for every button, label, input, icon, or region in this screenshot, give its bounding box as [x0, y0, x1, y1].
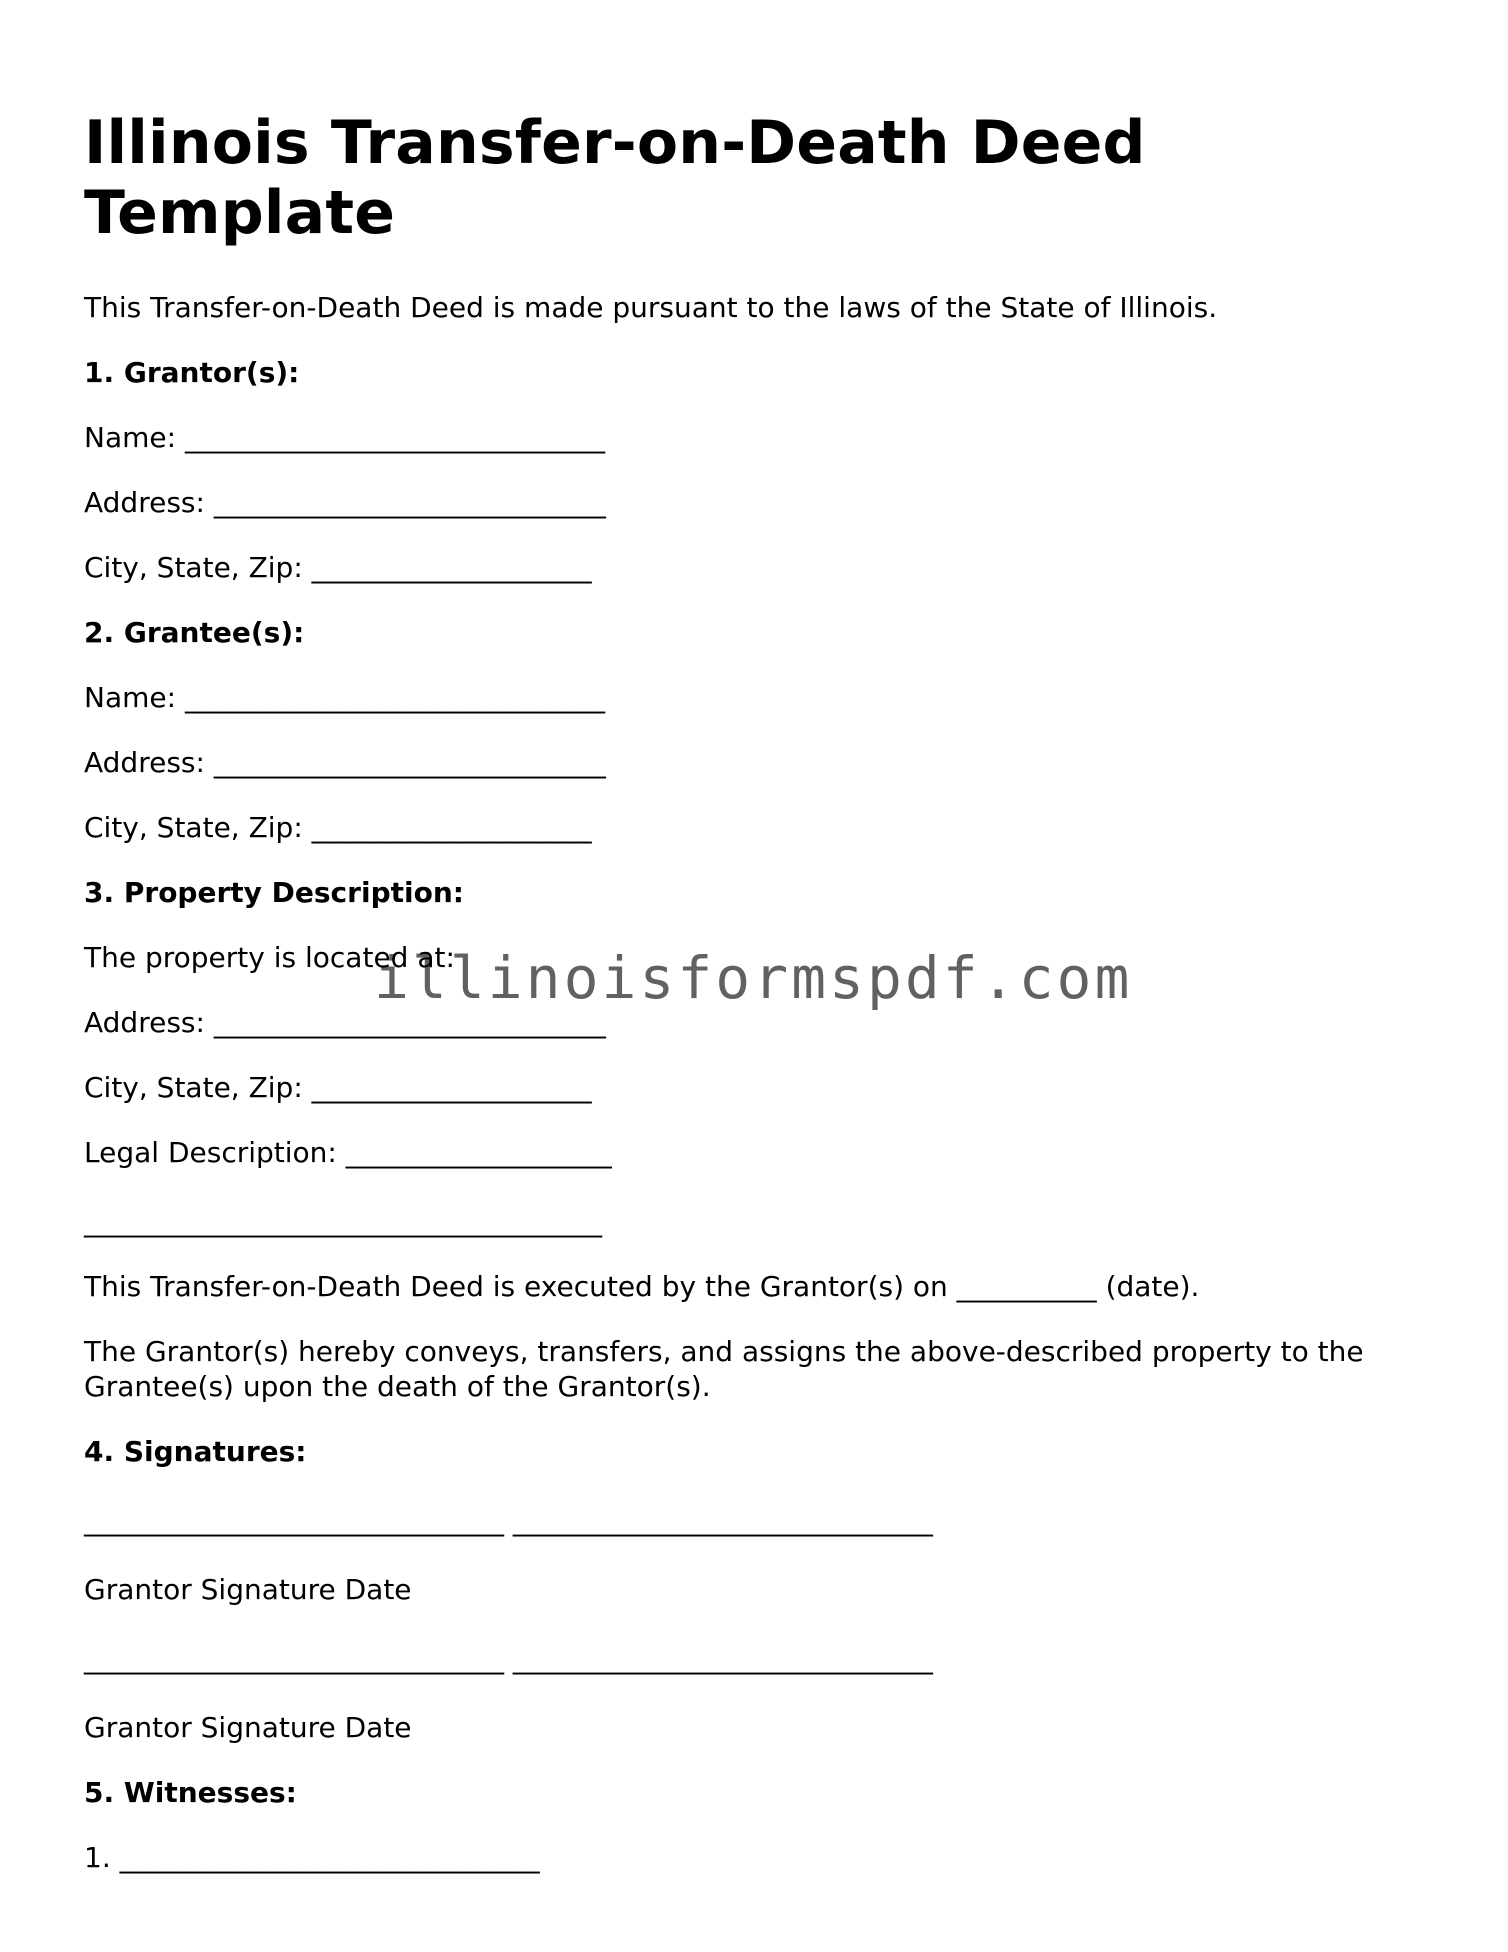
grantor-city-state-zip-field[interactable]: City, State, Zip: ____________________ — [84, 551, 592, 584]
witnesses-heading: 5. Witnesses: — [84, 1776, 297, 1809]
conveyance-text: The Grantor(s) hereby conveys, transfers, and assigns the above-described property to the Grantee(s) upon the death of the Grantor(s). — [84, 1335, 1373, 1403]
deed-document — [84, 108, 1424, 1875]
document-title: Illinois Transfer-on-Death Deed Template — [84, 108, 1146, 248]
execution-date-text[interactable]: This Transfer-on-Death Deed is executed by the Grantor(s) on __________ (date). — [84, 1270, 1200, 1303]
grantees-heading: 2. Grantee(s): — [84, 616, 305, 649]
grantor-address-field[interactable]: Address: ____________________________ — [84, 486, 606, 519]
legal-description-continuation-field[interactable]: _____________________________________ — [84, 1205, 602, 1238]
property-address-field[interactable]: Address: ____________________________ — [84, 1006, 606, 1039]
grantors-heading: 1. Grantor(s): — [84, 356, 300, 389]
signatures-heading: 4. Signatures: — [84, 1435, 307, 1468]
signature-line-2[interactable]: ______________________________ ______________________________ — [84, 1642, 933, 1675]
witness-line-1[interactable]: 1. ______________________________ — [84, 1841, 540, 1874]
signature-line-1[interactable]: ______________________________ ______________________________ — [84, 1504, 933, 1537]
signature-caption-1: Grantor Signature Date — [84, 1573, 412, 1606]
intro-text: This Transfer-on-Death Deed is made pursuant to the laws of the State of Illinois. — [84, 291, 1218, 324]
signature-caption-2: Grantor Signature Date — [84, 1711, 412, 1744]
property-heading: 3. Property Description: — [84, 876, 464, 909]
grantor-name-field[interactable]: Name: ______________________________ — [84, 421, 605, 454]
grantee-city-state-zip-field[interactable]: City, State, Zip: ____________________ — [84, 811, 592, 844]
watermark-text: illinoisformspdf.com — [374, 944, 1133, 1012]
property-city-state-zip-field[interactable]: City, State, Zip: ____________________ — [84, 1071, 592, 1104]
property-located-text: The property is located at: — [84, 941, 455, 974]
grantee-name-field[interactable]: Name: ______________________________ — [84, 681, 605, 714]
legal-description-field[interactable]: Legal Description: ___________________ — [84, 1136, 612, 1169]
grantee-address-field[interactable]: Address: ____________________________ — [84, 746, 606, 779]
